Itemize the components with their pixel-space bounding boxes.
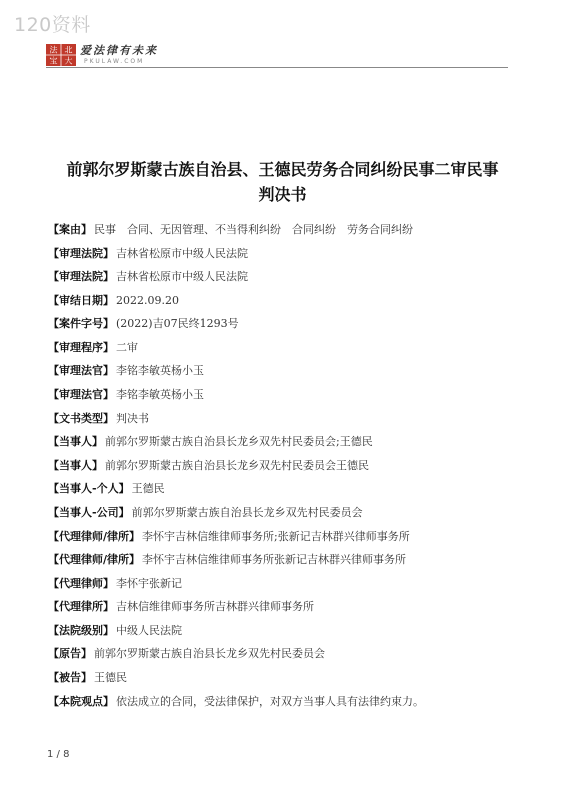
field-label: 【案件字号】 [48,317,114,331]
field-value: 中级人民法院 [116,623,182,637]
field-row [48,482,535,506]
field-label: 【当事人-公司】 [48,505,130,519]
logo-char: 北 [64,45,73,55]
field-row [48,671,535,695]
field-label: 【审理法院】 [48,270,114,284]
field-label: 【当事人-个人】 [48,482,130,496]
field-label: 【审结日期】 [48,293,114,307]
brand-site: PKULAW.COM [84,58,145,65]
field-label: 【本院观点】 [48,694,114,708]
watermark-text: 120资料 [14,14,91,36]
pkulaw-logo [46,44,76,66]
field-row [48,530,535,554]
field-label: 【案由】 [48,223,92,236]
field-row [48,294,535,318]
field-label: 【被告】 [48,670,92,684]
field-row [48,624,535,648]
field-value: 依法成立的合同，受法律保护，对双方当事人具有法律约束力。 [116,694,424,708]
header-divider [46,67,508,68]
field-label: 【审理法官】 [48,388,114,402]
field-value: (2022)吉07民终1293号 [116,317,239,331]
field-row [48,435,535,459]
field-row [48,695,535,719]
title-line-1: 前郭尔罗斯蒙古族自治县、王德民劳务合同纠纷民事二审民事 [66,160,499,179]
logo-char: 法 [49,45,58,55]
field-row [48,317,535,341]
brand-slogan: 爱法律有未来 [80,44,158,57]
page-indicator: 1 / 8 [47,749,70,760]
field-value: 李怀宇吉林信维律师事务所;张新记吉林群兴律师事务所 [142,529,410,543]
field-value: 吉林信维律师事务所吉林群兴律师事务所 [116,600,314,614]
field-row [48,341,535,365]
field-value: 李怀宇张新记 [116,576,182,590]
field-row [48,270,535,294]
field-row [48,247,535,271]
field-label: 【当事人】 [48,458,103,472]
field-row [48,600,535,624]
field-label: 【代理律师】 [48,576,114,590]
field-label: 【原告】 [48,647,92,661]
field-row [48,577,535,601]
field-label: 【代理律师/律所】 [48,529,141,543]
field-value: 王德民 [131,482,165,496]
field-row [48,553,535,577]
field-value: 李铭李敏英杨小玉 [116,388,204,402]
field-value: 二审 [116,340,138,354]
field-row [48,364,535,388]
field-row [48,647,535,671]
field-value: 王德民 [94,670,127,684]
field-value: 李怀宇吉林信维律师事务所张新记吉林群兴律师事务所 [142,553,407,567]
field-value: 判决书 [116,411,149,425]
title-line-2: 判决书 [258,185,307,204]
field-value: 民事 合同、无因管理、不当得利纠纷 合同纠纷 劳务合同纠纷 [94,223,413,236]
field-row [48,506,535,530]
field-value: 吉林省松原市中级人民法院 [116,246,248,260]
field-value: 前郭尔罗斯蒙古族自治县长龙乡双先村民委员会 [131,505,363,519]
field-label: 【审理法院】 [48,246,114,260]
field-label: 【代理律所】 [48,600,114,614]
field-label: 【文书类型】 [48,411,114,425]
field-label: 【代理律师/律所】 [48,553,141,567]
case-metadata-list [48,223,535,718]
field-value: 前郭尔罗斯蒙古族自治县长龙乡双先村民委员会;王德民 [105,435,373,449]
field-label: 【审理程序】 [48,340,114,354]
field-row [48,412,535,436]
field-label: 【法院级别】 [48,623,114,637]
document-title [40,157,525,207]
logo-char: 宝 [49,56,58,66]
field-label: 【审理法官】 [48,364,114,378]
field-value: 前郭尔罗斯蒙古族自治县长龙乡双先村民委员会王德民 [105,458,369,472]
field-value: 吉林省松原市中级人民法院 [116,270,248,284]
logo-char: 大 [64,56,73,66]
field-value: 李铭李敏英杨小玉 [116,364,204,378]
field-value: 前郭尔罗斯蒙古族自治县长龙乡双先村民委员会 [94,647,325,661]
field-value: 2022.09.20 [116,293,179,307]
field-row [48,223,535,247]
field-row [48,388,535,412]
field-row [48,459,535,483]
field-label: 【当事人】 [48,435,103,449]
